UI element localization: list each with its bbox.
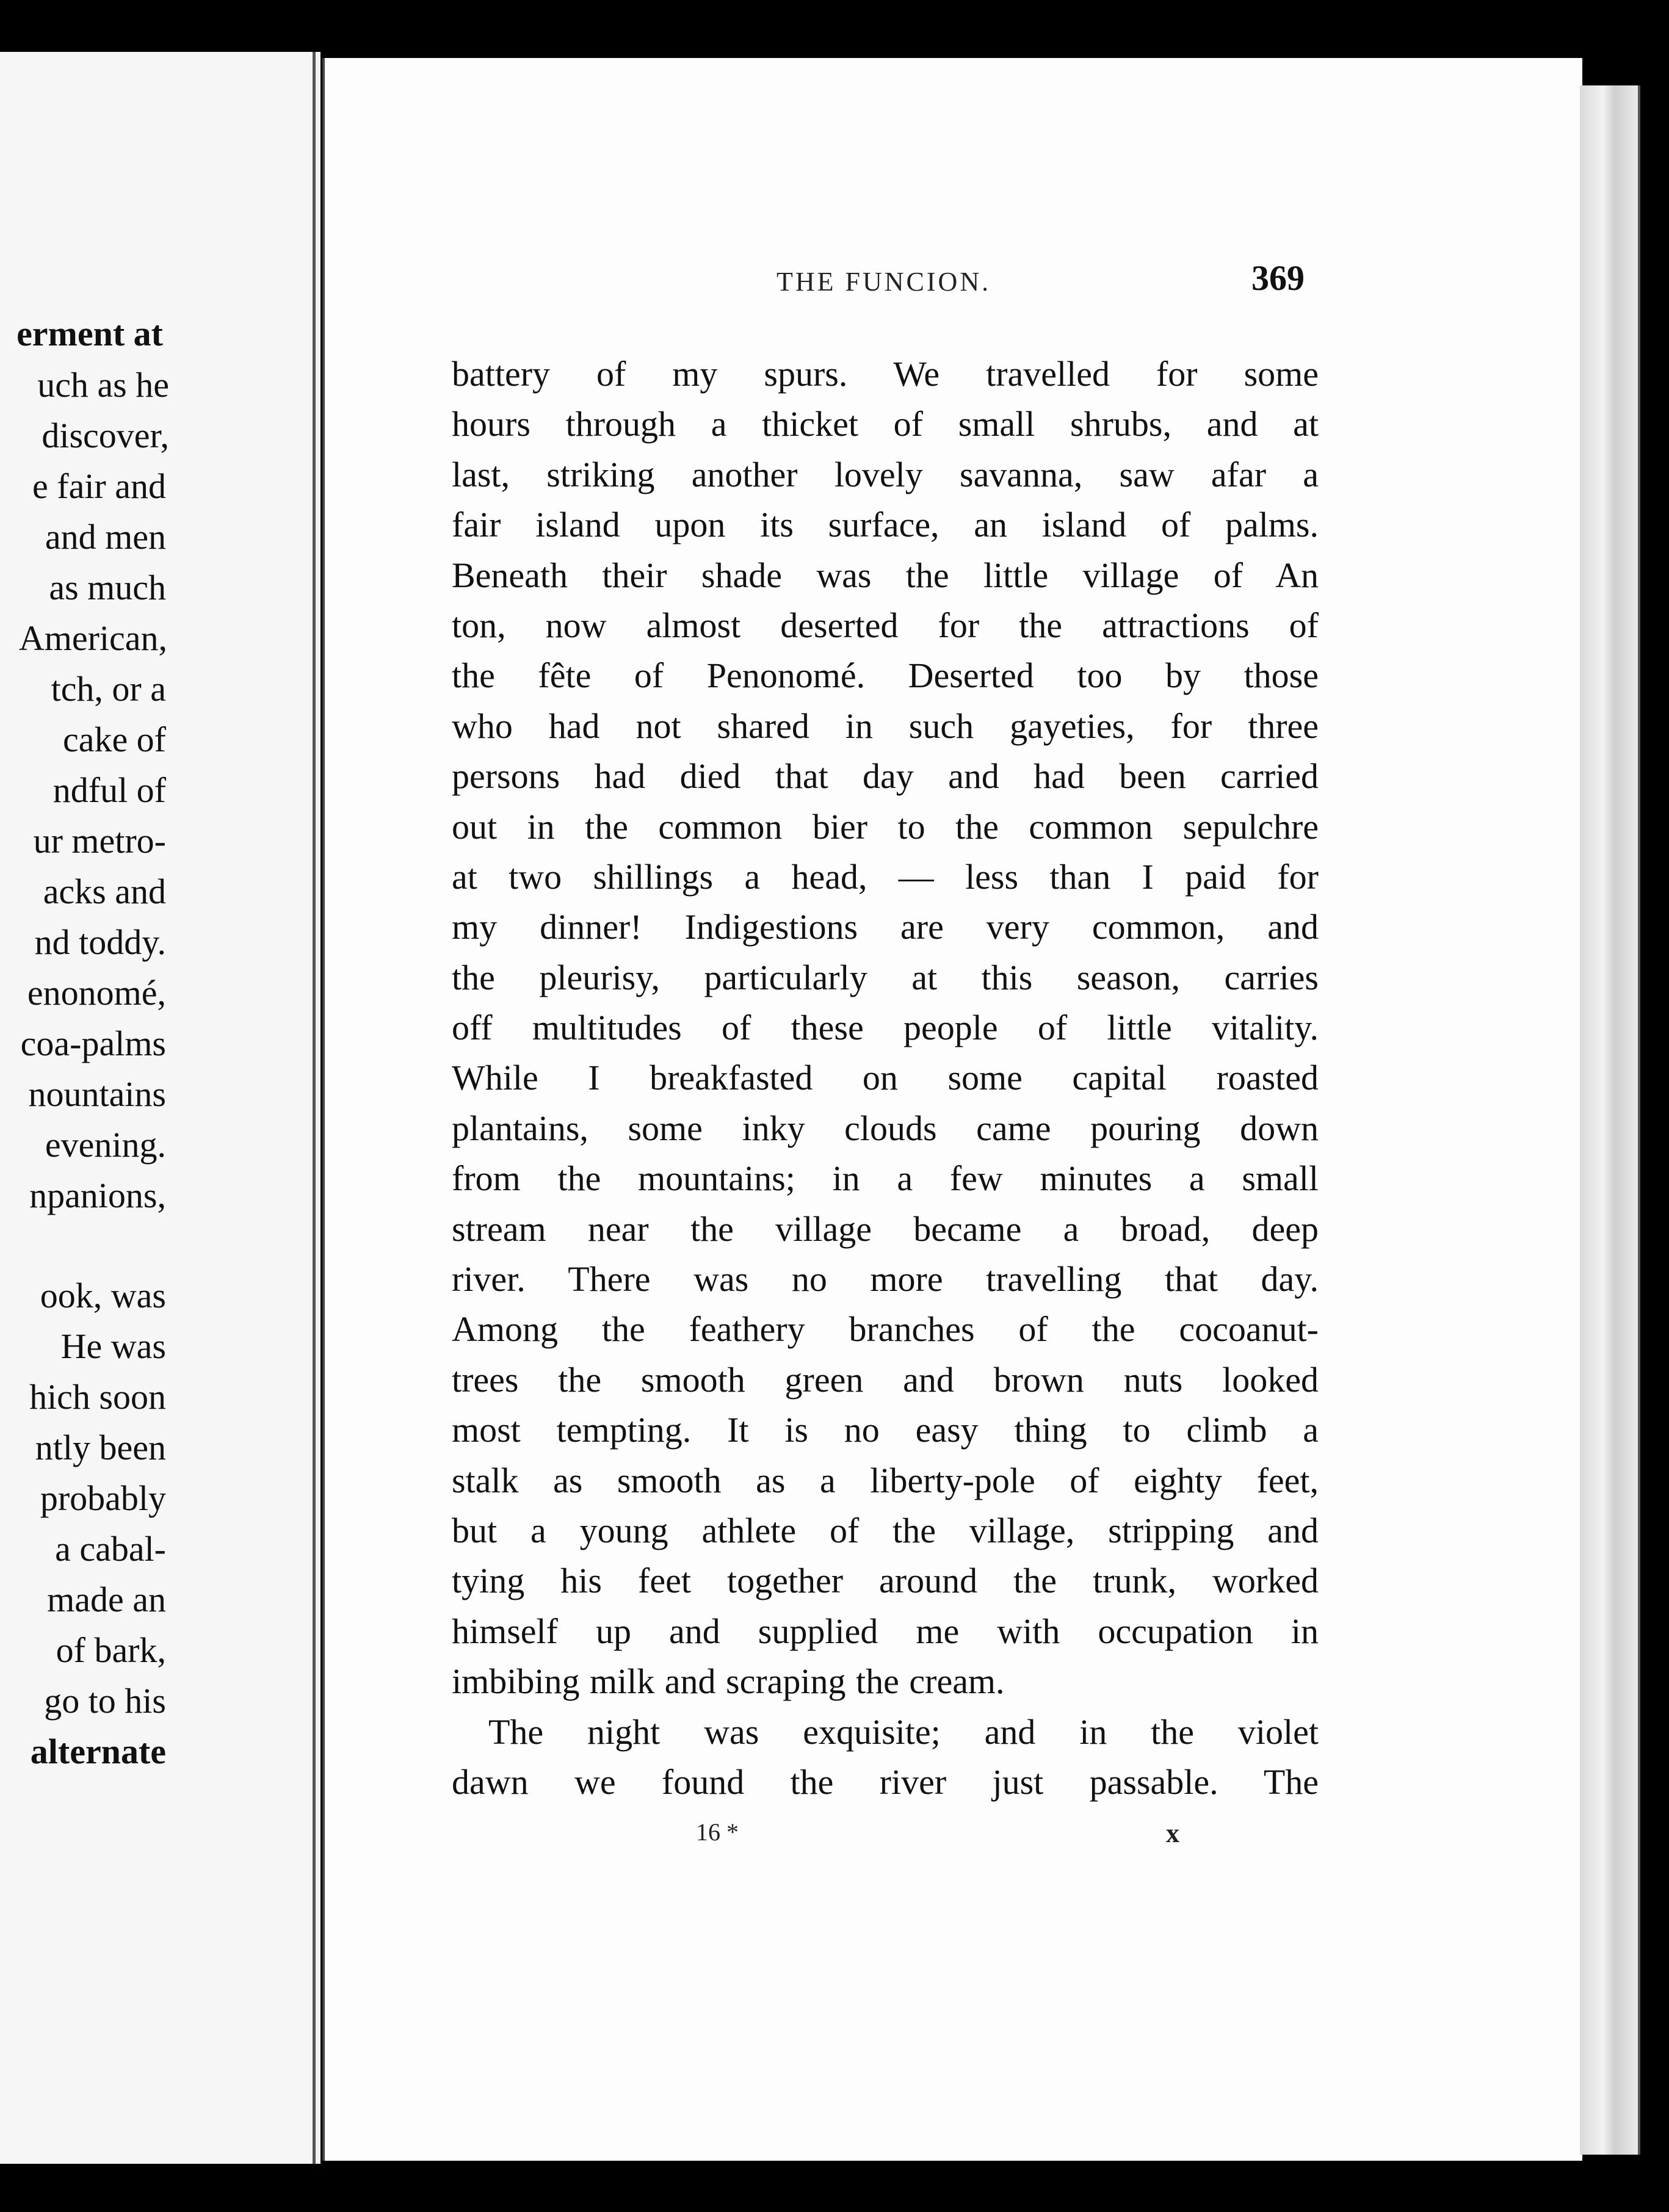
text-line: fair island upon its surface, an island of palms.	[452, 505, 1319, 545]
left-line: go to his	[44, 1681, 166, 1721]
text-line: tying his feet together around the trunk, worked	[452, 1561, 1319, 1601]
left-line: enonomé,	[27, 973, 166, 1013]
text-line: The night was exquisite; and in the violet	[488, 1711, 1319, 1752]
text-line: who had not shared in such gayeties, for three	[452, 706, 1319, 746]
left-line: alternate	[30, 1732, 166, 1771]
left-line: hich soon	[29, 1377, 166, 1417]
left-line: He was	[60, 1326, 166, 1366]
signature-mark: 16 *	[696, 1818, 739, 1846]
text-line: Beneath their shade was the little village of An	[452, 555, 1319, 595]
left-line: ndful of	[52, 770, 166, 810]
left-line: acks and	[43, 872, 166, 911]
left-line: and men	[45, 517, 166, 557]
left-line: cake of	[62, 720, 166, 759]
text-line: my dinner! Indigestions are very common, and	[452, 907, 1319, 947]
text-line: plantains, some inky clouds came pouring down	[452, 1108, 1319, 1148]
text-line: last, striking another lovely savanna, saw afar a	[452, 454, 1319, 494]
text-line: stream near the village became a broad, deep	[452, 1209, 1319, 1249]
text-line: but a young athlete of the village, stripping and	[452, 1510, 1319, 1550]
left-line: npanions,	[29, 1176, 166, 1215]
left-line: American,	[18, 618, 167, 658]
left-line: ook, was	[40, 1276, 166, 1315]
left-line: coa-palms	[20, 1024, 166, 1063]
text-line: out in the common bier to the common sepulchre	[452, 806, 1319, 847]
page-number: 369	[1251, 258, 1305, 298]
left-line: erment at	[16, 314, 163, 353]
left-line: discover,	[42, 416, 169, 455]
left-line: nd toddy.	[34, 922, 166, 962]
text-line: at two shillings a head, — less than I paid for	[452, 856, 1319, 897]
text-line: trees the smooth green and brown nuts looked	[452, 1359, 1319, 1400]
left-line: e fair and	[32, 466, 166, 506]
page-edge	[1580, 85, 1640, 2155]
page-gutter	[316, 52, 320, 2164]
text-line: Among the feathery branches of the cocoanut-	[452, 1309, 1319, 1350]
left-line: nountains	[28, 1074, 166, 1114]
running-header: THE FUNCION.	[777, 267, 991, 297]
text-line: off multitudes of these people of little vitality.	[452, 1008, 1319, 1048]
text-line: most tempting. It is no easy thing to climb a	[452, 1410, 1319, 1450]
left-line: ur metro-	[33, 821, 166, 861]
left-line: of bark,	[56, 1630, 166, 1670]
text-line: While I breakfasted on some capital roasted	[452, 1058, 1319, 1098]
left-line: as much	[49, 568, 166, 607]
text-line: the fête of Penonomé. Deserted too by those	[452, 656, 1319, 696]
text-line: from the mountains; in a few minutes a small	[452, 1158, 1319, 1199]
left-line: made an	[47, 1580, 166, 1619]
text-line: battery of my spurs. We travelled for some	[452, 354, 1319, 394]
left-line: evening.	[45, 1125, 166, 1165]
text-line: dawn we found the river just passable. The	[452, 1762, 1319, 1802]
gathering-mark: x	[1166, 1818, 1179, 1848]
left-line: probably	[40, 1478, 166, 1518]
text-line: himself up and supplied me with occupation in	[452, 1611, 1319, 1651]
text-line: hours through a thicket of small shrubs, and at	[452, 404, 1319, 444]
left-line: uch as he	[37, 365, 169, 405]
left-line: ntly been	[35, 1428, 166, 1467]
text-line: persons had died that day and had been carried	[452, 756, 1319, 797]
text-line: stalk as smooth as a liberty-pole of eighty feet,	[452, 1460, 1319, 1500]
text-line: river. There was no more travelling that day.	[452, 1259, 1319, 1299]
body-text	[452, 349, 1319, 1807]
left-line: tch, or a	[51, 669, 166, 709]
text-line: imbibing milk and scraping the cream.	[452, 1661, 1005, 1702]
left-line: a cabal-	[55, 1529, 166, 1569]
text-line: the pleurisy, particularly at this season, carries	[452, 957, 1319, 997]
text-line: ton, now almost deserted for the attractions of	[452, 605, 1319, 645]
left-page	[0, 52, 316, 2164]
